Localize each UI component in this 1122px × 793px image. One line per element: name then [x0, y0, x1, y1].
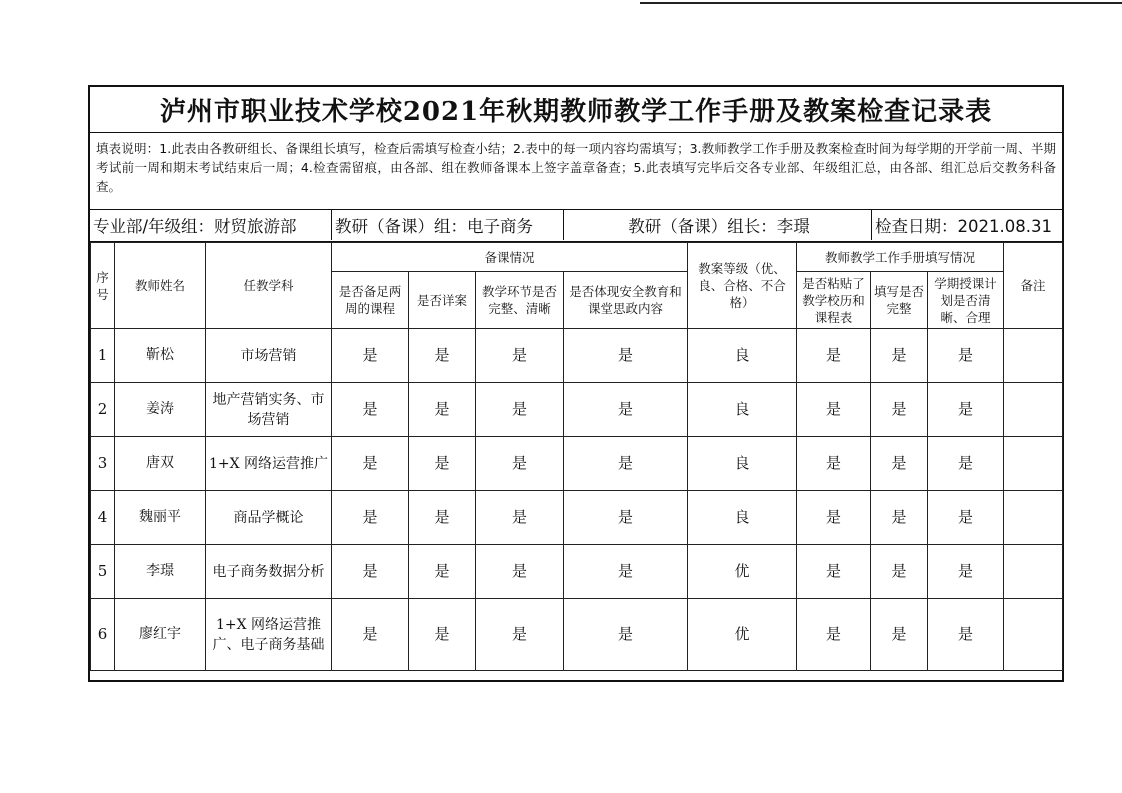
cell-manual-complete: 是: [871, 599, 928, 671]
cell-prep-complete: 是: [476, 383, 564, 437]
cell-manual-plan: 是: [928, 329, 1004, 383]
cell-prep-safety: 是: [564, 383, 688, 437]
cell-prep-two-weeks: 是: [332, 383, 409, 437]
cell-subject: 市场营销: [206, 329, 332, 383]
cell-seq: 6: [91, 599, 115, 671]
cell-teacher: 姜涛: [115, 383, 206, 437]
inspection-form: [88, 85, 1064, 682]
header-teacher: 教师姓名: [115, 243, 206, 329]
cell-prep-safety: 是: [564, 329, 688, 383]
cell-prep-detailed: 是: [409, 437, 476, 491]
table-row: [91, 545, 1063, 599]
cell-prep-two-weeks: 是: [332, 545, 409, 599]
cell-prep-two-weeks: 是: [332, 437, 409, 491]
form-title: 泸州市职业技术学校2021年秋期教师教学工作手册及教案检查记录表: [90, 87, 1062, 133]
header-manual-plan: 学期授课计划是否清晰、合理: [928, 272, 1004, 329]
header-prep-detailed: 是否详案: [409, 272, 476, 329]
cell-manual-paste: 是: [797, 599, 871, 671]
header-remarks: 备注: [1004, 243, 1063, 329]
header-prep-complete: 教学环节是否完整、清晰: [476, 272, 564, 329]
cell-subject: 电子商务数据分析: [206, 545, 332, 599]
cell-manual-complete: 是: [871, 437, 928, 491]
department-field: 专业部/年级组：财贸旅游部: [90, 210, 332, 240]
cell-manual-plan: 是: [928, 437, 1004, 491]
cell-seq: 1: [91, 329, 115, 383]
cell-manual-paste: 是: [797, 545, 871, 599]
cell-prep-two-weeks: 是: [332, 491, 409, 545]
table-row: [91, 437, 1063, 491]
cell-remark: [1004, 383, 1063, 437]
cell-grade: 良: [688, 329, 797, 383]
table-row: [91, 599, 1063, 671]
cell-grade: 良: [688, 437, 797, 491]
cell-manual-plan: 是: [928, 545, 1004, 599]
cell-remark: [1004, 599, 1063, 671]
cell-grade: 优: [688, 599, 797, 671]
cell-prep-two-weeks: 是: [332, 599, 409, 671]
cell-seq: 2: [91, 383, 115, 437]
form-notes: 填表说明：1.此表由各教研组长、备课组长填写，检查后需填写检查小结；2.表中的每一项内容均需填写；3.教师教学工作手册及教案检查时间为每学期的开学前一周、半期考试前一周和期末考试结束后一周；4.检查需留痕，由各部、组在教师备课本上签字盖章备查；5.此表填写完毕后交各专业部、年级组汇总，由各部、组汇总后交教务科备查。: [90, 133, 1062, 210]
header-prep-two-weeks: 是否备足两周的课程: [332, 272, 409, 329]
header-manual-group: 教师教学工作手册填写情况: [797, 243, 1004, 272]
cell-manual-complete: 是: [871, 491, 928, 545]
cell-prep-detailed: 是: [409, 383, 476, 437]
header-subject: 任教学科: [206, 243, 332, 329]
cell-teacher: 靳松: [115, 329, 206, 383]
cell-prep-complete: 是: [476, 437, 564, 491]
cell-teacher: 廖红宇: [115, 599, 206, 671]
cell-prep-complete: 是: [476, 329, 564, 383]
cell-manual-complete: 是: [871, 329, 928, 383]
cell-seq: 5: [91, 545, 115, 599]
header-manual-paste: 是否粘贴了教学校历和课程表: [797, 272, 871, 329]
cell-grade: 优: [688, 545, 797, 599]
cell-prep-safety: 是: [564, 437, 688, 491]
cell-manual-plan: 是: [928, 491, 1004, 545]
header-prep-safety: 是否体现安全教育和课堂思政内容: [564, 272, 688, 329]
cell-remark: [1004, 545, 1063, 599]
table-row: [91, 329, 1063, 383]
cell-prep-detailed: 是: [409, 491, 476, 545]
cell-teacher: 魏丽平: [115, 491, 206, 545]
cell-prep-complete: 是: [476, 545, 564, 599]
cell-manual-paste: 是: [797, 491, 871, 545]
header-grade: 教案等级（优、良、合格、不合格）: [688, 243, 797, 329]
cell-subject: 地产营销实务、市场营销: [206, 383, 332, 437]
table-row: [91, 383, 1063, 437]
cell-remark: [1004, 437, 1063, 491]
cell-prep-safety: 是: [564, 599, 688, 671]
cell-subject: 1+X 网络运营推广、电子商务基础: [206, 599, 332, 671]
cell-manual-paste: 是: [797, 383, 871, 437]
cell-subject: 1+X 网络运营推广: [206, 437, 332, 491]
header-seq: 序号: [91, 243, 115, 329]
cell-manual-paste: 是: [797, 329, 871, 383]
cell-remark: [1004, 491, 1063, 545]
cell-grade: 良: [688, 491, 797, 545]
cell-remark: [1004, 329, 1063, 383]
header-manual-complete: 填写是否完整: [871, 272, 928, 329]
cell-subject: 商品学概论: [206, 491, 332, 545]
group-field: 教研（备课）组：电子商务: [332, 210, 564, 240]
table-header-row-1: [91, 243, 1063, 272]
table-row: [91, 491, 1063, 545]
cell-prep-safety: 是: [564, 491, 688, 545]
leader-field: 教研（备课）组长：李璟: [564, 210, 872, 240]
cell-prep-detailed: 是: [409, 599, 476, 671]
cell-prep-two-weeks: 是: [332, 329, 409, 383]
cell-teacher: 李璟: [115, 545, 206, 599]
cell-manual-plan: 是: [928, 383, 1004, 437]
cell-manual-plan: 是: [928, 599, 1004, 671]
cell-prep-complete: 是: [476, 491, 564, 545]
date-field: 检查日期：2021.08.31: [875, 217, 1052, 236]
cell-seq: 4: [91, 491, 115, 545]
cell-prep-detailed: 是: [409, 329, 476, 383]
cell-seq: 3: [91, 437, 115, 491]
cell-prep-safety: 是: [564, 545, 688, 599]
form-meta-row: [90, 210, 1062, 242]
scan-edge-line: [640, 2, 1122, 4]
cell-manual-paste: 是: [797, 437, 871, 491]
cell-prep-detailed: 是: [409, 545, 476, 599]
cell-manual-complete: 是: [871, 383, 928, 437]
header-prep-group: 备课情况: [332, 243, 688, 272]
inspection-table: [90, 242, 1063, 671]
cell-grade: 良: [688, 383, 797, 437]
cell-prep-complete: 是: [476, 599, 564, 671]
cell-teacher: 唐双: [115, 437, 206, 491]
cell-manual-complete: 是: [871, 545, 928, 599]
